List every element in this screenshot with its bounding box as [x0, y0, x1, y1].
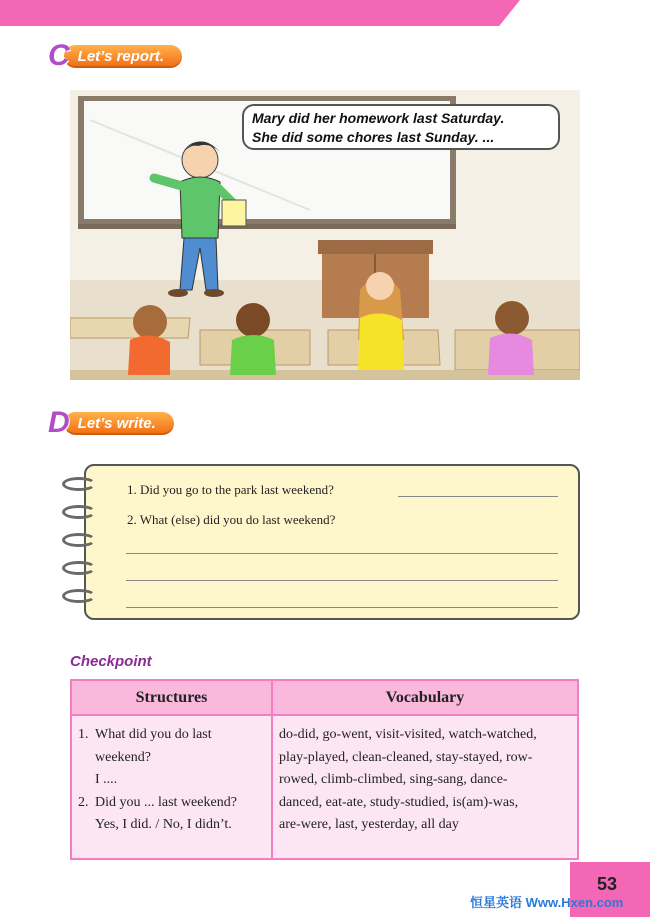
structure-text: I .... [95, 772, 118, 787]
structure-text: What did you do last [95, 727, 212, 742]
spiral-ring-icon [62, 477, 96, 491]
structure-item-1 [78, 724, 265, 747]
section-title: Let’s write. [64, 412, 174, 435]
speech-bubble [242, 104, 560, 150]
footer-watermark: 恒星英语 Www.Hxen.com [470, 895, 624, 910]
structure-text: weekend? [95, 749, 151, 765]
top-banner [0, 0, 520, 26]
vocabulary-header: Vocabulary [272, 680, 578, 715]
structures-header: Structures [71, 680, 272, 715]
page-number: 53 [597, 874, 618, 894]
vocabulary-line: danced, eat-ate, study-studied, is(am)-was, [279, 794, 519, 810]
structure-item-2 [78, 792, 265, 815]
vocabulary-line: rowed, climb-climbed, sing-sang, dance- [279, 772, 508, 787]
section-letter: D [48, 406, 70, 439]
speech-line-2: She did some chores last Sunday. ... [252, 129, 495, 145]
structures-cell [71, 715, 272, 859]
section-title: Let’s report. [64, 45, 182, 68]
question-2: 2. What (else) did you do last weekend? [127, 512, 336, 527]
section-d-header [48, 406, 174, 439]
checkpoint-title: Checkpoint [70, 653, 152, 670]
vocabulary-cell [272, 715, 578, 859]
answer-line-4[interactable] [126, 607, 558, 608]
vocabulary-line: are-were, last, yesterday, all day [279, 817, 459, 832]
spiral-ring-icon [62, 533, 96, 547]
speech-line-1: Mary did her homework last Saturday. [252, 110, 505, 126]
question-1: 1. Did you go to the park last weekend? [127, 482, 334, 497]
section-c-header [48, 39, 182, 72]
answer-line-2[interactable] [126, 553, 558, 554]
structure-text: Yes, I did. / No, I didn’t. [95, 817, 232, 832]
spiral-ring-icon [62, 561, 96, 575]
item-number: 2. [78, 794, 89, 810]
section-letter: C [48, 39, 70, 72]
item-number: 1. [78, 727, 89, 742]
answer-line-1[interactable] [398, 496, 558, 497]
answer-line-3[interactable] [126, 580, 558, 581]
vocabulary-line: do-did, go-went, visit-visited, watch-watched, [279, 727, 537, 742]
spiral-ring-icon [62, 589, 96, 603]
spiral-ring-icon [62, 505, 96, 519]
checkpoint-table [70, 679, 579, 860]
vocabulary-line: play-played, clean-cleaned, stay-stayed, row- [279, 749, 533, 765]
structure-text: Did you ... last weekend? [95, 794, 237, 810]
